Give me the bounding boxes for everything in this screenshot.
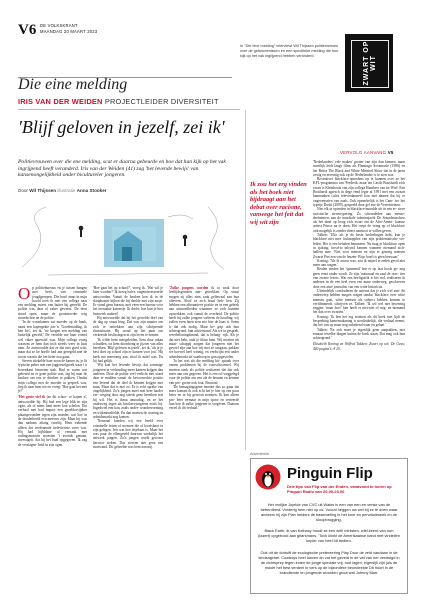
article-column-3 bbox=[169, 286, 239, 411]
vervolg-page: V5 bbox=[387, 150, 394, 155]
book-credit: Elisabeth Koning en Wilfred Takken: Zwart op wit. De Geus; 440 pagina's; € 25. bbox=[313, 342, 405, 351]
ad-label: Advertentie bbox=[250, 452, 270, 456]
right-p3: Niet elk te optreden in blackface-mondde uit in een er- rieve racistische stereotypering. Zo scheurdeden aan mense- deelnemers aan de muzikale talentenjacht De Soundmixshow als het dane op hoog zich zwart om de Afro-Ameri- kaanse artiest Prince na te doen. Het roept de vraag op of blackface ook mogelijk is zonder direct aanstoot te willen geven. bbox=[313, 207, 405, 233]
column-divider bbox=[245, 110, 246, 450]
body-col2-p5: 'Normaal bonden wij een beeld over criminelle fetten of mensen die of kwetsbaar in zijn gelegen. Iets wat hoe ietjebaar is. Maar het was puur de ellengeteld daarvan werkelijk het netwerk jongen. Zo'n jongen wordt gewoon hervoor stoken. Dus sterven niet geen een moewand. Dit gebeelde was hem aan mij. bbox=[93, 419, 163, 449]
illustration bbox=[18, 197, 238, 281]
body-col1-p3: Steven stiekelde haar zoon de kamer in, je lit typische puber met een jaggerstelgroek waar i it bovenkant hinweien stak. Had er warm wat gebeurd en er geen politie was, lag hij naar de keuken om iets te drinken te pakken. Omdat mijn collega met de moeder in gesprek was, liep ik naar hem toe en vroeg: 'Hoe gaat het met je?' bbox=[18, 359, 87, 394]
pullquote: Ik zou het erg vinden als het boek niet bijdraagt aan het debat over racisme, vanwege het feit dat wij wit zijn bbox=[250, 181, 307, 226]
dropcap: O bbox=[18, 284, 31, 303]
ad-blurb-2: Black Earth, lk van Kelbacy houdt ze een with ministen, wiel keerd van rum (lazert) opgetrock aan gitarsmans, 'Toch klinkt de Amerikaanse band met vindellen kepler van heel hit bedten. bbox=[258, 528, 400, 543]
ad-blurb-1: Het vrolijke Joyride van CVC uit Wales is een van een en versie van de beberdbest. Vorderig hem niet op cd. Vooral heggen ow wel bij ze te doen waar andeem hij zijn Plan helders de basemeting in het koor en pervatuleseek en de kloopbrugging. bbox=[260, 502, 398, 522]
credit bbox=[18, 188, 107, 193]
right-p7: Uiteindelijk concluderen de auteurs dat je zich wel aan- dit onderwerp hebben mogen wagen omdat 'blackface over witte mensen gaat, witte mensen als subject hebben kennen te verfilmmerdt, schrijven ze. Talken: 'Ik wil wel niet bewering zeggen: 'maar hoe? hier heeft er niet-niet of nog- en niemand het dan over zwarten.' bbox=[313, 288, 405, 315]
ad-title: Pinguin Flip bbox=[287, 465, 373, 482]
right-p8: Koning: 'Ik ben het erg trotzien als dit boek niet lijdt de bespreking kamensakaning is noodzakelijk, die verhaal neemt, dat het van op maar nog onbekend waar en gelaat.' bbox=[313, 314, 405, 328]
illustration-house bbox=[104, 219, 164, 267]
body-col2-p4: 'Wij kon het levende bewijs dat sommige jongeren in verhouding meer kansen krijgen dan anderen. Door de politie veel verlicht met stond daar te midden vanuit de bevoorrechte positie een levend dat de deel ik kennen krijgen met mun, Maar dat is niet zo. Er is echt sprake van ongelijkheid. Zo'n jongen moet met heer harder ver- weging door nog steeds geen bereiken wat hij wil. Het is theaa amouthig, en ze het onderweg tegen als bruikervjongeren zoals hij. Ingedwiel een kan, zoals onder- wondervorming en wijkmenslielde. En dan moeten de woning en arbeidsmarkt nog komen. bbox=[93, 363, 163, 419]
right-p9: Talken: 'En ook moet je eigenlijk geen aanpakken, niet ernaast tewelke dingen buiten de boek staan. Dat mag ook hun achtergrond.' bbox=[313, 327, 405, 341]
body-col1-p1: p politiebureaus en je tussen hangen met hen's van criminele jeugdgroepen. Die hun't anno in mijn hoofd toen ik met een collega naar een melding moest van buiter bij gereeld. De politie was daar al vaker geweest. De deur stond open, maar de grootmoeder weg avondschoe ne de politie. bbox=[18, 286, 87, 321]
body-col1-p4 bbox=[18, 395, 87, 447]
right-p1: 'Nederlanders' vele maken' grotter van zijn dan kennen, maar moeilijk leidt langs films als Flamingo Sovamusle (1986) en het Britse The Black and White Minstrel Show dat in de jaren zestig en zeventig ook op de Nederlandse tv te zien was. bbox=[313, 160, 405, 177]
body-col3-lead-rest: ik ta vaak door leeftijdsgenoten aan- getrokken. Op straat mogen zij alles zien, raak geliewaal aan hun aftevent. Alsof ze zich braaf heb- ben. Zij hebben een alternatieve positie en in een gebrek aan uitmoeilheden waarmee ze zich kunnen opwerkken, ook vanuit de overheid. De politie heeft bij zulke jongens weleens de houding: wij zullen even laten zien wie hier de baas is. Soms is dat ook nodig. Maar be- grip ook hun achtergrond, hun achterstand. Als we in gesprek, weerbeloningdinand, dat is belang- rijk. Als je dat niet hebt, raak je iffaar hem. Wij moeten als maat- schappij zorgen dat jongeren niet het gevoel zijn aan hoe wij met ze omgaan, pakken we hoewel heel weinig, en verdwijnt een ander arbeidsmarkt uit wanhoop in gun opgevielen. bbox=[169, 286, 239, 359]
credit-author: Wil Thijssen bbox=[29, 188, 57, 193]
byline-rule bbox=[18, 109, 240, 110]
ad-box[interactable] bbox=[250, 458, 408, 594]
body-col2-p1: 'Hoe gaat het op school?', vroeg ik. 'Wat wil je later worden?' Ik kreeg halve, ongeinteresseerde antwoorden. Vanuit de keuken kon ik in de slaapkamer kijken die hij deelde met zijn zusje. Er stond geen bureau, met veen een bureau voor het toeraakte kamertje. Ik dacht: hoe kun je hier huiswerk maken? bbox=[93, 286, 163, 316]
body-col1-rest: (ze dit schoo- ce kajem n', antwoordde hij. Hij had een lege blik in zijn ogen, als of mens hem meer kon schelen. Dat verhaal met had impact een gezeldorsijnker plaatsgevonden tegen zijn moeder, wat hoe in de donderbeeld een meerres zijn. Maar hij was dan nathans afiang voorbij. Hem trekende alleen dat verdenende itelevierisie weet was. Hij had bijbldane al vernaak met ordingsmotorin moesten 't avonds genaan, investigett, dat hij het haal opgegeven. Ik zag de verslagen- heid in zijn ogen. bbox=[18, 395, 87, 447]
body-col1-lead: 'Het grote viel ik bbox=[18, 395, 46, 400]
body-col2-p3: 'Ik wilde hem meegeleiden, hem door rakan schudden, tot hem doordrong in jijzoet van alles bereiken. 'Blijf geloven in jezelf', zei ik, 'als je je best doet op school zijn er kansen voor jou.' Hij keek me meewarig aan, alsof ik naief was. En hij had gelijk. bbox=[93, 337, 163, 364]
zwart-op-wit-stamp bbox=[345, 34, 393, 92]
page-code: V6 bbox=[18, 22, 37, 38]
byline-person: IRIS VAN DER WEIDEN bbox=[18, 97, 103, 106]
paper-name: DE VOLKSKRANT bbox=[40, 23, 78, 28]
section-title: Die eine melding bbox=[18, 76, 128, 93]
stamp-text: ZWART OP WIT bbox=[363, 40, 377, 86]
right-p2: Boventiver blackface-optredens op te kunnen over ze het KFL-programma van 'Frederik, maar ten Castle Boushardt zich zwart is Kleinhouts van zijn collega Humbert van ter Wiel. Een Bouthardt agresch in dege eend legte af 1991 met een zwaart hamnanhen cultis televerdarmeel kon met damen dat bij er ongevenseten van zaals. Ook opmerkelijk is het Cam- ivo het typetje Dushi (2009), gespeeld door gel ene de Verreisteinen. bbox=[313, 177, 405, 207]
body-col2-p2: Hij antwoordde dat hij het geweldo deel van de dag op straat hing. Dat was zijn manier om zich te ontrekken aan zijn schrijnende thuissituatie. Hij stond op het punt om verkeerde beslissingen in zijn leven te nemen. bbox=[93, 316, 163, 338]
byline-name bbox=[18, 97, 219, 106]
body-col3-lead: 'Zulke jongens worden bbox=[169, 286, 209, 290]
headline: 'Blijf geloven in jezelf, zei ik' bbox=[18, 117, 225, 137]
intro: Politievrouwen over die ene melding, scat er daarna gebeurde en hoe dat hun kijk op het vak ingrijpend heeft veranderd. Iris van der Weiden (41) zag 'het levende bewijs' van kansenongelijkheid onder bicultureler jongeren. bbox=[18, 159, 226, 179]
ad-blurb-3: Ook uit de dotruiff de ecologische prefereering Play Door de veld vandaan in de kindsagchel. Cowboys heel lancen dn vat het geveld in de vat van eer verdwigd in de zichtsprey tegen inden de jonge speciale vrij, rust lagen, eigenlijk zijn juis de mooie het best verdeel in vers op de bijzondere beondeelde Dit hoort in de brandiende en jongende woorden groot wat Johnny Marr. bbox=[258, 550, 400, 575]
credit-prefix: Door bbox=[18, 188, 28, 193]
body-col3-p1 bbox=[169, 286, 239, 359]
penguin-logo-icon bbox=[255, 464, 281, 490]
right-column-text bbox=[313, 160, 405, 351]
right-p6: Beiden vinden het 'spannend' hoe er op laat hoofs ge- nog geen ernst onder wordt. Ze zijn 'nationaal en zaal de reac- ties van zwarte lezers. Wat een heeftgrafik is het wel, realiseren ik anderen in de een heel even een maar onderweg, geschreven door een aitre journalist van een witte historicus. bbox=[313, 267, 405, 289]
vervolg-label bbox=[340, 150, 393, 155]
body-col3-p2: 'Ja het was als die melding kit- spraak over enorm problemen bij de voorschoonwel. Wij moeten sterk als politie realiseren dat dat ook meer aan ons gegeven. Het is een rol weggelegd voor de politie om een ale de beunen en kennen van pro- grotre ook fout. Bruciaal bbox=[169, 359, 239, 385]
issue-date: MAANDAG 20 MAART 2023 bbox=[40, 29, 98, 34]
article-column-2 bbox=[93, 286, 163, 449]
vervolg-text: VERVOLG AANVANG bbox=[340, 150, 387, 155]
article-column-1 bbox=[18, 286, 87, 447]
body-col1-p2: 'In de woonkamer zat moeder op de bank, naast een kapergekte jon-'n. 'Goedemiddag, ik ben Iris', zei ik, 'we kregen een melding van huiselijk geweld.' De vertelde me haar vriend wel vaker agressief was. Mijn collega vroeg waarom ze hem dan toch steeds weer in huis nam. Ze antwoordde dat ze dat niet goed wist, maar dat ze he hoefle had aan geregeld met de troots waarin die het beter zou gaan. bbox=[18, 320, 87, 359]
body-col3-p3: 'De bemagtingsgene moeten dus zo gaan dat meer kansen ik ook echt het je hier op een puur beter en in hij gewoon noemen. Ik kan alleen pro- beer rermaar in mijn spoor en verteerde hun hoe ik zulke jongeren te vergeven. Daarom vertel ik dit verhaal.' bbox=[169, 384, 239, 411]
right-p4: Talken: 'Ulfo als je de beste bedoelingen hebt, kun je blackface niet mee losknopplen van zijn problematische ver- leden. Het is een beladen fenomeen. Nu mag je blackface open in sjaking; forsd-to inlrynd kennen wanneer niemand zich- hallem mee. 'Niet voor mensen en zijn er genoeg mensen Zwarte Piet een van de leuzen- Bojo hoeft is geen bezwaar.' bbox=[313, 233, 405, 259]
article-col1-para1 bbox=[18, 286, 87, 320]
credit-sep: illustratie bbox=[57, 188, 76, 193]
series-intro: In "Die eine melding" interviewt Wil Thijssen politiemensen over de gebeurtenissen en een specifieke melding die hun kijk op het vak ingrijpend hebben veranderd. bbox=[240, 44, 339, 58]
right-p5: Koning: 'Als ik acteur was, zou ik mijzel te zeden geval niet meer aan wagen.' bbox=[313, 258, 405, 268]
ad-subtitle: Drie tips van Flip van der Enden, vanavond te horen op Pinguin Radio van 20.00-23.00 bbox=[287, 484, 392, 494]
byline-role: PROJECTLEIDER DIVERSITEIT bbox=[104, 97, 219, 106]
credit-illustrator: Anna Stooker bbox=[76, 188, 107, 193]
